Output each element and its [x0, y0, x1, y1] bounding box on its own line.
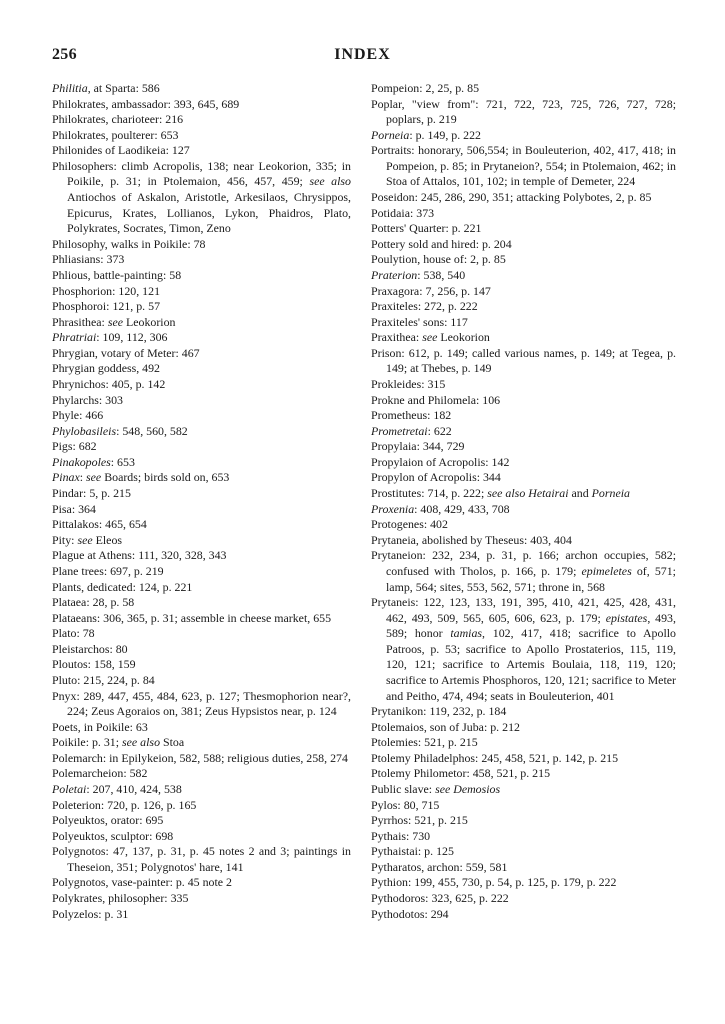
index-entry: Pythaistai: p. 125	[371, 844, 454, 859]
running-head: INDEX	[334, 46, 391, 63]
index-entry: Philosophy, walks in Poikile: 78	[52, 236, 206, 251]
index-entry: Phlious, battle-painting: 58	[52, 267, 182, 282]
index-entry: Praterion: 538, 540	[371, 267, 466, 282]
index-entry: Polemarcheion: 582	[52, 766, 148, 781]
index-entry: Prytaneis: 122, 123, 133, 191, 395, 410, 421, 425, 428, 431, 462, 493, 509, 565, 605, 606, 623, p. 179; epistates, 493, 589; honor tamias, 102, 417, 418; sacrifice to Apollo Patroos, p. 53; sacrifice to Apollo Prostaterios, 115, 119, 120, 121; sacrifice to Artemis Boulaia, 118, 119, 120; sacrifice to Artemis Phosphoros, 120, 121; sacrifice to Meter and Peitho, 474, 494; seats in Bouleuterion, 401	[371, 595, 676, 703]
index-entry: Portraits: honorary, 506,554; in Bouleuterion, 402, 417, 418; in Pompeion, p. 85; in Prytaneion?, 554; in Ptolemaion, 462; in Stoa of Attalos, 101, 102; in temple of Demeter, 224	[371, 143, 676, 189]
index-entry: Poulytion, house of: 2, p. 85	[371, 252, 506, 267]
index-entry: Pity: see Eleos	[52, 532, 123, 547]
index-entry: Poplar, "view from": 721, 722, 723, 725, 726, 727, 728; poplars, p. 219	[371, 96, 676, 127]
index-entry: Ptolemies: 521, p. 215	[371, 735, 478, 750]
index-entry: Polykrates, philosopher: 335	[52, 891, 189, 906]
index-entry: Plato: 78	[52, 626, 95, 641]
index-entry: Polemarch: in Epilykeion, 582, 588; religious duties, 258, 274	[52, 750, 348, 765]
index-entry: Polygnotos, vase-painter: p. 45 note 2	[52, 875, 232, 890]
index-entry: Potters' Quarter: p. 221	[371, 221, 482, 236]
index-entry: Poletai: 207, 410, 424, 538	[52, 782, 182, 797]
index-entry: Propylaion of Acropolis: 142	[371, 454, 510, 469]
index-entry: Pythodoros: 323, 625, p. 222	[371, 891, 509, 906]
index-entry: Poleterion: 720, p. 126, p. 165	[52, 797, 197, 812]
index-entry: Phylarchs: 303	[52, 392, 124, 407]
index-entry: Pompeion: 2, 25, p. 85	[371, 81, 480, 95]
index-entry: Prostitutes: 714, p. 222; see also Hetairai and Porneia	[371, 486, 630, 501]
index-entry: Protogenes: 402	[371, 517, 448, 532]
index-entry: Porneia: p. 149, p. 222	[371, 127, 481, 142]
index-entry: Prokne and Philomela: 106	[371, 392, 501, 407]
index-entry: Pottery sold and hired: p. 204	[371, 236, 512, 251]
index-entry: Ptolemy Philadelphos: 245, 458, 521, p. 142, p. 215	[371, 750, 619, 765]
index-entry: Poikile: p. 31; see also Stoa	[52, 735, 185, 750]
index-entry: Plataea: 28, p. 58	[52, 595, 135, 610]
index-entry: Pinax: see Boards; birds sold on, 653	[52, 470, 230, 485]
index-entry: Pittalakos: 465, 654	[52, 517, 147, 532]
index-entry: Propylon of Acropolis: 344	[371, 470, 501, 485]
index-entry: Ptolemy Philometor: 458, 521, p. 215	[371, 766, 551, 781]
index-column-left	[52, 81, 351, 922]
index-entry: Phosphorion: 120, 121	[52, 283, 161, 298]
index-entry: Ptolemaios, son of Juba: p. 212	[371, 719, 520, 734]
index-entry: Polyeuktos, sculptor: 698	[52, 828, 174, 843]
index-entry: Pythion: 199, 455, 730, p. 54, p. 125, p. 179, p. 222	[371, 875, 617, 890]
index-entry: Phrynichos: 405, p. 142	[52, 376, 166, 391]
index-entry: Public slave: see Demosios	[371, 782, 501, 797]
index-entry: Pindar: 5, p. 215	[52, 486, 131, 501]
index-entry: Pluto: 215, 224, p. 84	[52, 672, 155, 687]
index-entry: Ploutos: 158, 159	[52, 657, 136, 672]
index-entry: Pyrrhos: 521, p. 215	[371, 813, 468, 828]
index-entry: Polyzelos: p. 31	[52, 906, 129, 921]
index-entry: Prytanikon: 119, 232, p. 184	[371, 704, 507, 719]
index-entry: Prytaneia, abolished by Theseus: 403, 404	[371, 532, 572, 547]
index-entry: Pylos: 80, 715	[371, 797, 440, 812]
index-entry: Pisa: 364	[52, 501, 96, 516]
index-entry: Philokrates, ambassador: 393, 645, 689	[52, 96, 240, 111]
index-entry: Prokleides: 315	[371, 376, 446, 391]
index-entry: Pigs: 682	[52, 439, 97, 454]
index-entry: Propylaia: 344, 729	[371, 439, 465, 454]
index-entry: Praxagora: 7, 256, p. 147	[371, 283, 491, 298]
index-column-right	[371, 81, 676, 922]
index-entry: Prometretai: 622	[371, 423, 452, 438]
index-entry: Philokrates, charioteer: 216	[52, 112, 184, 127]
index-entry: Philosophers: climb Acropolis, 138; near Leokorion, 335; in Poikile, p. 31; in Ptolemaion, 456, 457, 459; see also Antiochos of Askalon, Aristotle, Arkesilaos, Chrysippos, Epicurus, Krates, Lollianos, Lykon, Phaidros, Plato, Polykrates, Socrates, Timon, Zeno	[52, 158, 352, 236]
index-entry: Poets, in Poikile: 63	[52, 719, 148, 734]
index-entry: Plane trees: 697, p. 219	[52, 563, 164, 578]
index-entry: Pleistarchos: 80	[52, 641, 128, 656]
index-entry: Praxithea: see Leokorion	[371, 330, 490, 345]
index-entry: Phrygian, votary of Meter: 467	[52, 345, 200, 360]
index-entry: Phyle: 466	[52, 408, 104, 423]
index-entry: Prytaneion: 232, 234, p. 31, p. 166; archon occupies, 582; confused with Tholos, p. 166, p. 179; epimeletes of, 571; lamp, 564; sites, 553, 562, 571; throne in, 568	[371, 548, 676, 594]
index-entry: Phosphoroi: 121, p. 57	[52, 299, 161, 314]
index-entry: Prison: 612, p. 149; called various names, p. 149; at Tegea, p. 149; at Thebes, p. 149	[371, 345, 676, 376]
index-entry: Phylobasileis: 548, 560, 582	[52, 423, 188, 438]
index-entry: Polyeuktos, orator: 695	[52, 813, 164, 828]
index-entry: Plants, dedicated: 124, p. 221	[52, 579, 193, 594]
index-entry: Proxenia: 408, 429, 433, 708	[371, 501, 510, 516]
index-entry: Phrygian goddess, 492	[52, 361, 161, 376]
index-entry: Philonides of Laodikeia: 127	[52, 143, 190, 158]
index-entry: Philokrates, poulterer: 653	[52, 127, 179, 142]
index-entry: Phratriai: 109, 112, 306	[52, 330, 168, 345]
index-entry: Polygnotos: 47, 137, p. 31, p. 45 notes 2 and 3; paintings in Theseion, 351; Polygnotos' hare, 141	[52, 844, 351, 874]
index-entry: Poseidon: 245, 286, 290, 351; attacking Polybotes, 2, p. 85	[371, 190, 652, 205]
page-number: 256	[52, 46, 77, 63]
index-entry: Plataeans: 306, 365, p. 31; assemble in cheese market, 655	[52, 610, 332, 625]
index-entry: Praxiteles: 272, p. 222	[371, 299, 478, 314]
index-entry: Phrasithea: see Leokorion	[52, 314, 176, 329]
index-entry: Pythais: 730	[371, 828, 431, 843]
index-entry: Plague at Athens: 111, 320, 328, 343	[52, 548, 227, 563]
index-entry: Pnyx: 289, 447, 455, 484, 623, p. 127; Thesmophorion near?, 224; Zeus Agoraios on, 381; Zeus Hypsistos near, p. 124	[52, 688, 351, 719]
index-entry: Pytharatos, archon: 559, 581	[371, 859, 508, 874]
index-entry: Praxiteles' sons: 117	[371, 314, 468, 329]
index-entry: Prometheus: 182	[371, 408, 452, 423]
index-entry: Phliasians: 373	[52, 252, 125, 267]
index-entry: Potidaia: 373	[371, 205, 435, 220]
index-entry: Pinakopoles: 653	[52, 454, 135, 469]
index-entry: Pythodotos: 294	[371, 906, 449, 921]
index-entry: Philitia, at Sparta: 586	[52, 81, 160, 95]
